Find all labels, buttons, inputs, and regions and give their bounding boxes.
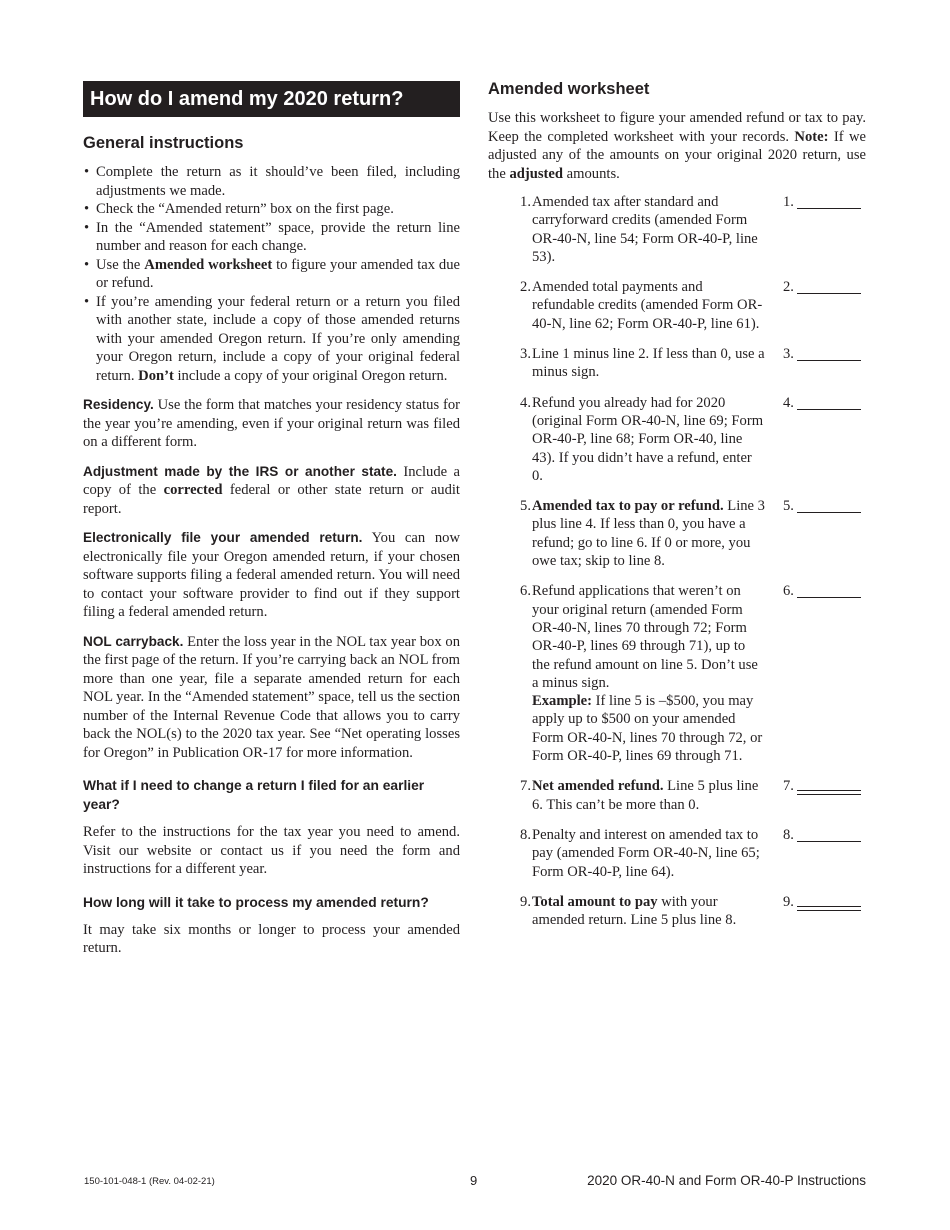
line-6-entry-field[interactable]: 6. [783, 582, 861, 600]
worksheet-line-6: 6. Refund applications that weren’t on your original return (amended Form OR-40-N, lines 70 through 72; Form OR-40-P, lines 69 through 71), up to the refund amount on line 5. Don’t use a minus sign. Example: If line 5 is –$500, you may apply up to $500 on your amended Form OR-40-N, lines 70 through 72, or Form OR-40-P, lines 69 through 71. 6. [488, 582, 866, 765]
page-number: 9 [470, 1173, 478, 1188]
worksheet-line-9: 9. Total amount to pay with your amended return. Line 5 plus line 8. 9. [488, 893, 866, 930]
worksheet-line-4: 4. Refund you already had for 2020 (original Form OR-40-N, line 69; Form OR-40-P, line 68; Form OR-40, line 43). If you didn’t have a refund, enter 0. 4. [488, 394, 866, 485]
line-1-entry-field[interactable]: 1. [783, 193, 861, 211]
earlier-year-text: Refer to the instructions for the tax year you need to amend. Visit our website or contact us if you need the form and instructions for a different year. [83, 824, 460, 877]
form-number: 150-101-048-1 (Rev. 04-02-21) [84, 1176, 215, 1187]
worksheet-line-2: 2. Amended total payments and refundable credits (amended Form OR-40-N, line 62; Form OR-40-P, line 61). 2. [488, 278, 866, 333]
efile-paragraph: Electronically file your amended return. You can now electronically file your Oregon amended return, if your chosen software supports filing a federal amended return. You will need to contact your software provider to find out if they support filing a federal amended return. [83, 530, 460, 620]
line-5-entry-field[interactable]: 5. [783, 497, 861, 515]
instruction-bullet-list [83, 163, 460, 385]
worksheet-line-7: 7. Net amended refund. Line 5 plus line 6. This can’t be more than 0. 7. [488, 777, 866, 814]
worksheet-heading: Amended worksheet [488, 80, 650, 98]
residency-paragraph: Residency. Use the form that matches your residency status for the year you’re amending, even if your original return was filed on a different form. [83, 397, 460, 450]
publication-title: 2020 OR-40-N and Form OR-40-P Instructions [587, 1173, 866, 1188]
bullet-item: • Check the “Amended return” box on the first page. [83, 200, 460, 219]
line-7-entry-field[interactable]: 7. [783, 777, 861, 795]
bullet-item: • Complete the return as it should’ve been filed, including adjustments we made. [83, 163, 460, 200]
line-2-entry-field[interactable]: 2. [783, 278, 861, 296]
section-banner: How do I amend my 2020 return? [83, 81, 460, 117]
worksheet-line-5: 5. Amended tax to pay or refund. Line 3 plus line 4. If less than 0, you have a refund; go to line 6. If 0 or more, you owe tax; skip to line 8. 5. [488, 497, 866, 570]
worksheet-line-8: 8. Penalty and interest on amended tax to pay (amended Form OR-40-N, line 65; Form OR-40-P, line 64). 8. [488, 826, 866, 881]
worksheet-intro: Use this worksheet to figure your amended refund or tax to pay. Keep the completed worksheet with your records. Note: If we adjusted any of the amounts on your original 2020 return, use the adjusted amounts. [488, 110, 866, 182]
line-3-entry-field[interactable]: 3. [783, 345, 861, 363]
bullet-item: • If you’re amending your federal return or a return you filed with another state, include a copy of those amended returns with your amended Oregon return. If you’re only amending your Oregon return, include a copy of your original federal return. Don’t include a copy of your original Oregon return. [83, 293, 460, 386]
bullet-item: • In the “Amended statement” space, provide the return line number and reason for each change. [83, 219, 460, 256]
general-instructions-heading: General instructions [83, 134, 244, 152]
processing-time-heading: How long will it take to process my amended return? [83, 894, 429, 910]
bullet-item: • Use the Amended worksheet to figure your amended tax due or refund. [83, 256, 460, 293]
line-8-entry-field[interactable]: 8. [783, 826, 861, 844]
adjustment-paragraph: Adjustment made by the IRS or another state. Include a copy of the corrected federal or other state return or audit report. [83, 463, 460, 517]
worksheet-line-1: 1. Amended tax after standard and carryforward credits (amended Form OR-40-N, line 54; Form OR-40-P, line 53). 1. [488, 193, 866, 266]
nol-paragraph: NOL carryback. Enter the loss year in the NOL tax year box on the first page of the return. If you’re carrying back an NOL from more than one year, file a separate amended return for each NOL year. In the “Amended statement” space, tell us the section number of the Internal Revenue Code that allows you to carry back the NOL(s) to the 2020 tax year. See “Net operating losses for Oregon” in Publication OR-17 for more information. [83, 633, 460, 761]
earlier-year-heading: What if I need to change a return I filed for an earlier year? [83, 778, 425, 812]
left-column [83, 81, 460, 958]
line-4-entry-field[interactable]: 4. [783, 394, 861, 412]
line-9-entry-field[interactable]: 9. [783, 893, 861, 911]
worksheet-line-3: 3. Line 1 minus line 2. If less than 0, use a minus sign. 3. [488, 345, 866, 382]
processing-time-text: It may take six months or longer to process your amended return. [83, 921, 460, 956]
right-column [488, 78, 866, 929]
